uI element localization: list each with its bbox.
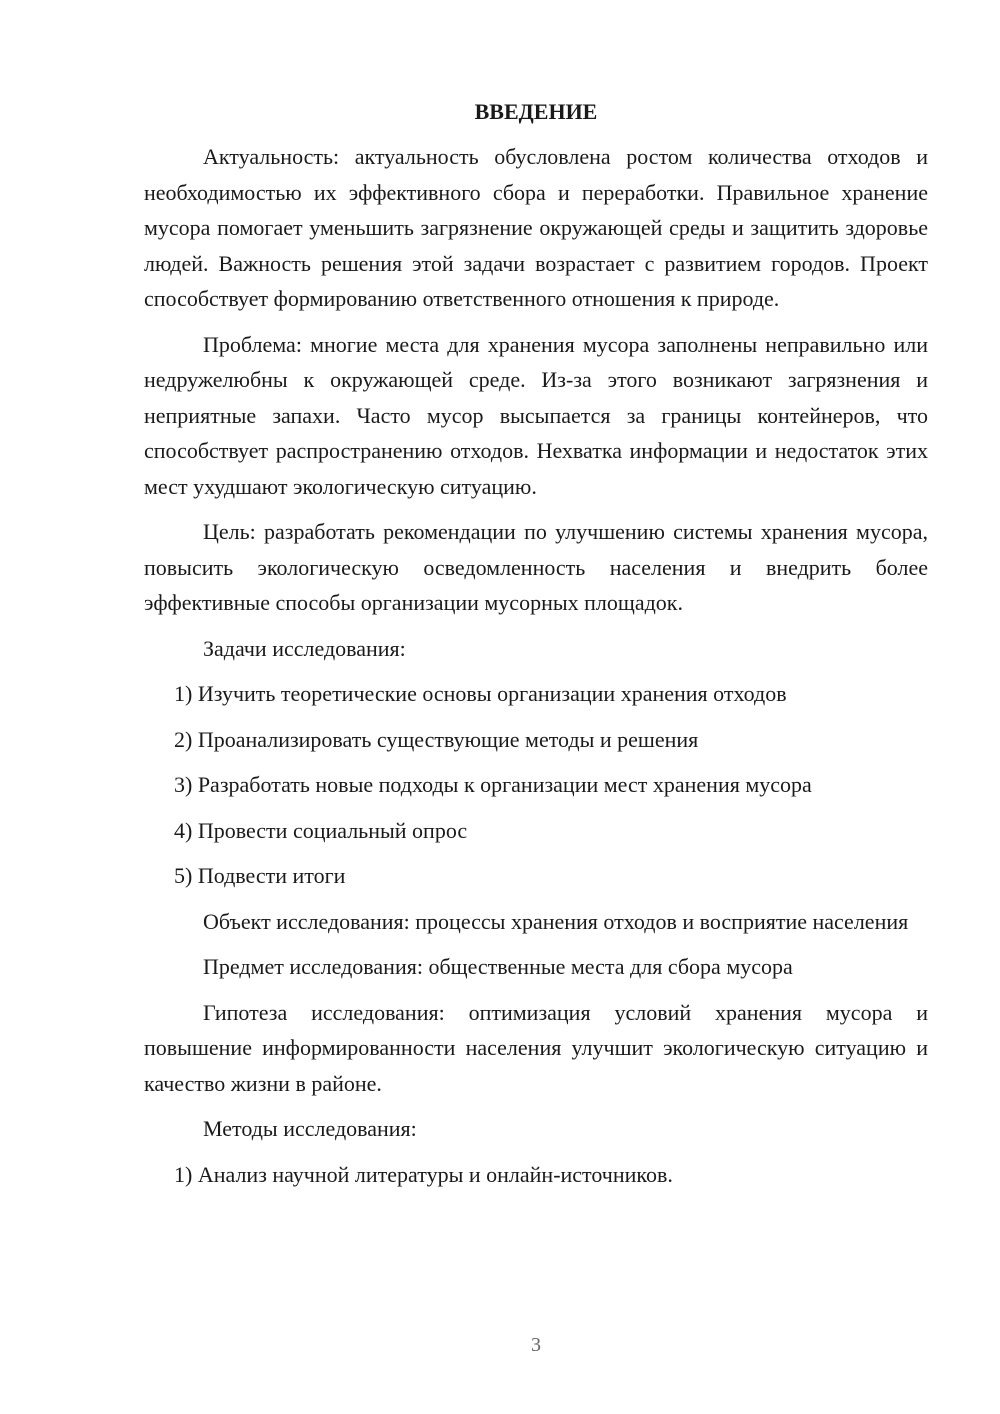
- task-item: 5) Подвести итоги: [174, 863, 346, 888]
- task-item: 4) Провести социальный опрос: [174, 817, 468, 843]
- relevance-paragraph: Актуальность: актуальность обусловлена ростом количества отходов и необходимостью их эффективного сбора и переработки. Правильное хранение мусора помогает уменьшить загрязнение окружающей среды и защитить здоровье людей. Важность решения этой задачи возрастает с развитием городов. Проект способствует формированию ответственного отношения к природе.: [144, 144, 928, 311]
- method-item: 1) Анализ научной литературы и онлайн-источников.: [174, 1161, 673, 1187]
- task-item: 1) Изучить теоретические основы организации хранения отходов: [174, 681, 787, 706]
- problem-paragraph: Проблема: многие места для хранения мусора заполнены неправильно или недружелюбны к окружающей среде. Из-за этого возникают загрязнения и неприятные запахи. Часто мусор высыпается за границы контейнеров, что способствует распространению отходов. Нехватка информации и недостаток этих мест ухудшают экологическую ситуацию.: [144, 331, 928, 499]
- object-paragraph: Объект исследования: процессы хранения отходов и восприятие населения: [203, 908, 909, 934]
- subject-paragraph: Предмет исследования: общественные места для сбора мусора: [203, 954, 793, 979]
- section-title: ВВЕДЕНИЕ: [474, 99, 598, 124]
- goal-paragraph: Цель: разработать рекомендации по улучшению системы хранения мусора, повысить экологическую осведомленность населения и внедрить более эффективные способы организации мусорных площадок.: [144, 519, 928, 615]
- tasks-heading: Задачи исследования:: [203, 635, 406, 661]
- page-number: 3: [531, 1334, 541, 1356]
- methods-heading: Методы исследования:: [203, 1116, 417, 1141]
- hypothesis-paragraph: Гипотеза исследования: оптимизация условий хранения мусора и повышение информированности населения улучшит экологическую ситуацию и качество жизни в районе.: [144, 999, 928, 1096]
- task-item: 3) Разработать новые подходы к организации мест хранения мусора: [174, 772, 812, 797]
- page-content: [144, 94, 928, 1202]
- task-item: 2) Проанализировать существующие методы и решения: [174, 726, 699, 752]
